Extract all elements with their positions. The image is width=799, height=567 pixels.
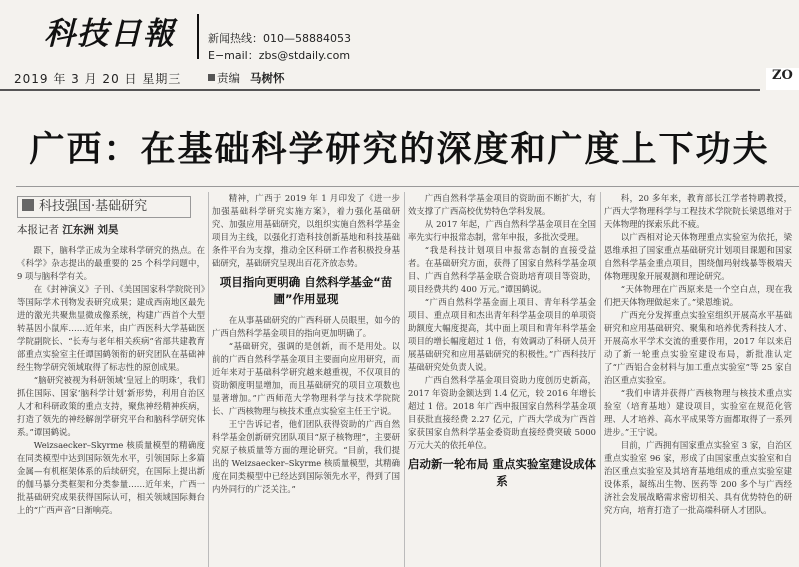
byline: [17, 222, 119, 237]
paragraph: 王宁告诉记者，他们团队获得资助的广西自然科学基金创新研究团队项目“原子核物理”，主要研究原子核质量等方面的理论研究。“目前，我们提出的 Weizsaecker–Skyrme 核质量模型，其精确度在同类模型中已经达到国际领先水平，得到了国内外同行的广泛关注。”: [212, 419, 400, 494]
editor-label: 责编: [217, 71, 240, 85]
paragraph: 广西自然科学基金项目资助力度创历史新高，2017 年资助金额达到 1.4 亿元，较 2016 年增长超过 1 倍。2018 年广西申报国家自然科学基金项目获批直接经费 2.27 亿元，广西大学成为广西首家获国家自然科学基金委资助直接经费突破 5000 万元大关的依托单位。: [408, 375, 596, 450]
byline-names: 江东洲 刘昊: [62, 224, 119, 236]
article-column-1: [17, 244, 205, 567]
square-bullet-icon: [208, 74, 215, 81]
paragraph: 广西自然科学基金项目的资助面不断扩大，有效支撑了广西高校优势特色学科发展。: [408, 193, 596, 216]
paragraph: 精神，广西于 2019 年 1 月印发了《进一步加强基础科学研究实施方案》，着力强化基础研究、加强应用基础研究，以组织实施自然科学基金项目为主线，以强化打造科技创新基地和科技基础条件平台为支撑，推动全区科研工作者积极投身基础研究，基础研究呈现出百花齐放态势。: [212, 193, 400, 268]
section-tag: ZO: [766, 68, 799, 90]
article-column-4: [604, 192, 792, 567]
article-column-3: [408, 192, 596, 567]
column-divider: [600, 192, 601, 567]
paragraph: “脑研究被视为科研领域‘皇冠上的明珠’，我们抓住国际、国家‘脑科学计划’新形势，利用自治区人才和科研政策的重点支持，聚焦神经精神疾病，打造了领先的神经解剖学研究平台和脑科学研究体系。”谭国鹤说。: [17, 375, 205, 437]
paragraph: 在从事基础研究的广西科研人员眼里，如今的广西自然科学基金项目的指向更加明确了。: [212, 315, 400, 338]
paragraph: “我们申请并获得广西核物理与核技术重点实验室（培育基地）建设项目，实验室在规范化管理、人才培养、高水平成果等方面都取得了一系列进步。”王宁说。: [604, 388, 792, 437]
contact-info: [208, 30, 351, 64]
header-rule: [0, 89, 760, 91]
kicker-square-icon: [22, 199, 34, 211]
subheading-2: 启动新一轮布局 重点实验室建设成体系: [408, 457, 596, 488]
paragraph: 广西充分发挥重点实验室组织开展高水平基础研究和应用基础研究、聚集和培养优秀科技人才、开展高水平学术交流的重要作用，2017 年以来启动了新一轮重点实验室建设布局，新批准认定了“广西铝合金材料与加工重点实验室”等 25 家自治区重点实验室。: [604, 310, 792, 385]
subheading-1: 项目指向更明确 自然科学基金“苗圃”作用显现: [219, 275, 393, 306]
paragraph: Weizsaecker–Skyrme 核质量模型的精确度在同类模型中达到国际领先水平，引领国际上多篇金属—有机框架体系的后续研究，在国际上提出新的伽马暴分类框架和分类参量……近年来，广西一批基础研究成果获得国际认可，相关领域国际舞台上的“广西声音”日渐响亮。: [17, 440, 205, 515]
column-divider: [404, 192, 405, 567]
paragraph: “广西自然科学基金面上项目、青年科学基金项目、重点项目和杰出青年科学基金项目的单项资助额度大幅度提高，其中面上项目和青年科学基金项目的增长幅度超过 1 倍，有效调动了科研人员开展基础研究和应用基础研究的积极性。”广西科技厅基础研究处负责人说。: [408, 297, 596, 372]
byline-prefix: 本报记者: [17, 224, 59, 236]
contact-email: E−mail：zbs@stdaily.com: [208, 49, 351, 62]
paragraph: 在《封神演义》子刊、《美国国家科学院院刊》等国际学术刊物发表研究成果；建成西南地区最先进的激光共聚焦显微成像系统，构建广西首个大型转基因小鼠库……近年来，由广西医科大学基础医学院副院长、“长寿与老年相关疾病”省部共建教育部重点实验室主任谭国鹤领衔的研究团队在基础神经生物学研究领域取得了标志性的原创成果。: [17, 284, 205, 372]
column-kicker: [17, 196, 191, 218]
news-hotline: 新闻热线：010—58884053: [208, 32, 351, 45]
paragraph: “我是科技计划项目申报常态制的直接受益者。在基础研究方面，获得了国家自然科学基金项目、广西自然科学基金联合资助培育项目等资助，项目经费共约 400 万元。”谭国鹤说。: [408, 245, 596, 294]
editor-name: 马树怀: [250, 71, 285, 85]
paragraph: 从 2017 年起，广西自然科学基金项目在全国率先实行申报常态制，常年申报，多批次受理。: [408, 219, 596, 242]
paragraph: 目前，广西拥有国家重点实验室 3 家，自治区重点实验室 96 家，形成了由国家重点实验室和自治区重点实验室及其培育基地组成的重点实验室建设体系，凝练出生物、医药等 200 多个与广西经济社会发展战略需求密切相关、具有优势特色的研究方向，培育打造了一批高端科研人才团队。: [604, 440, 792, 515]
paragraph: “天体物理在广西原来是一个空白点，现在我们把天体物理做起来了。”梁恩维说。: [604, 284, 792, 307]
editor-credit: [208, 70, 285, 86]
paragraph: 跟下，脑科学正成为全球科学研究的热点。在《科学》杂志提出的最重要的 25 个科学问题中，9 项与脑科学有关。: [17, 245, 205, 281]
paragraph: 科，20 多年来，教育部长江学者特聘教授，广西大学物理科学与工程技术学院院长梁恩维对于天体物理的探索乐此不疲。: [604, 193, 792, 229]
headline-rule: [16, 186, 799, 187]
masthead-divider: [197, 14, 199, 59]
paragraph: 以广西相对论天体物理重点实验室为依托，梁恩维承担了国家重点基础研究计划项目课题和国家自然科学基金重点项目，围绕伽玛射线暴等极端天体物理现象开展观测和理论研究。: [604, 232, 792, 281]
issue-date: 2019 年 3 月 20 日 星期三: [14, 72, 182, 86]
newspaper-logo: 科技日報: [44, 16, 176, 52]
masthead: [0, 0, 799, 92]
kicker-label: 科技强国·基础研究: [39, 199, 148, 214]
article-headline: 广西：在基础科学研究的深度和广度上下功夫: [29, 130, 770, 170]
column-divider: [208, 192, 209, 567]
article-column-2: [212, 192, 400, 567]
paragraph: “基础研究，强调的是创新，而不是用处。以前的广西自然科学基金项目主要面向应用研究，而近年来对于基础科学研究越来越重视，不仅项目的资助额度明显增加，而且基础研究的项目立项数也显著增加。”广西师范大学物理科学与技术学院院长、广西核物理与核技术重点实验室主任王宁说。: [212, 341, 400, 416]
